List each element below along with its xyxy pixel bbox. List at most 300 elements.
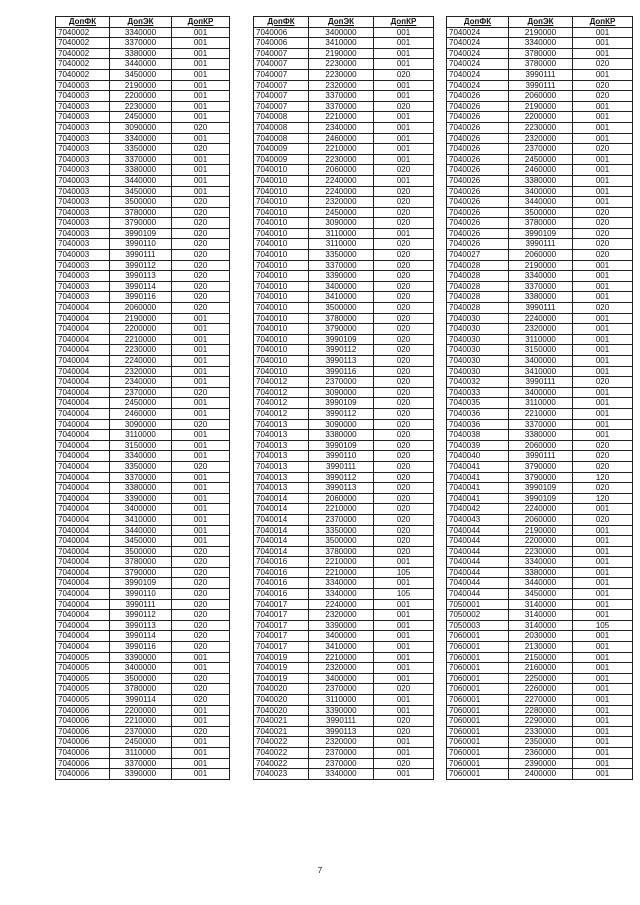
cell-fk: 7040003 <box>56 281 110 292</box>
cell-kr: 020 <box>172 589 230 600</box>
table-row <box>56 197 230 208</box>
cell-ek: 3380000 <box>509 567 573 578</box>
cell-ek: 3150000 <box>110 440 172 451</box>
cell-fk: 7040041 <box>447 483 509 494</box>
cell-kr: 001 <box>172 133 230 144</box>
cell-kr: 001 <box>374 695 434 706</box>
cell-ek: 2060000 <box>509 91 573 102</box>
cell-fk: 7040026 <box>447 197 509 208</box>
cell-ek: 2060000 <box>110 303 172 314</box>
cell-ek: 2060000 <box>509 514 573 525</box>
cell-kr: 001 <box>374 59 434 70</box>
table-row <box>56 387 230 398</box>
cell-fk: 7040010 <box>254 271 309 282</box>
cell-ek: 2460000 <box>110 408 172 419</box>
table-row <box>254 610 434 621</box>
cell-fk: 7040003 <box>56 207 110 218</box>
table-row <box>447 101 633 112</box>
table-row <box>56 652 230 663</box>
cell-ek: 2240000 <box>309 186 374 197</box>
cell-ek: 3090000 <box>309 218 374 229</box>
table-row <box>56 440 230 451</box>
cell-fk: 7040003 <box>56 165 110 176</box>
cell-ek: 3400000 <box>509 356 573 367</box>
cell-ek: 3350000 <box>110 144 172 155</box>
table-row <box>56 716 230 727</box>
cell-ek: 3370000 <box>309 91 374 102</box>
cell-ek: 2240000 <box>309 599 374 610</box>
cell-kr: 020 <box>374 419 434 430</box>
cell-kr: 020 <box>172 144 230 155</box>
table-row <box>254 356 434 367</box>
table-row <box>447 324 633 335</box>
codes-table <box>446 16 633 780</box>
table-row <box>56 483 230 494</box>
cell-ek: 3990109 <box>110 578 172 589</box>
table-row <box>447 642 633 653</box>
cell-ek: 3390000 <box>110 652 172 663</box>
cell-ek: 3780000 <box>110 684 172 695</box>
cell-fk: 7040004 <box>56 408 110 419</box>
cell-fk: 7040014 <box>254 536 309 547</box>
cell-ek: 3990110 <box>309 451 374 462</box>
cell-fk: 7040004 <box>56 313 110 324</box>
cell-fk: 7040009 <box>254 144 309 155</box>
table-row <box>56 769 230 780</box>
cell-fk: 7040003 <box>56 101 110 112</box>
table-column-2 <box>253 16 434 780</box>
table-row <box>447 345 633 356</box>
cell-kr: 001 <box>172 493 230 504</box>
cell-fk: 7040014 <box>254 546 309 557</box>
cell-fk: 7040014 <box>254 525 309 536</box>
cell-kr: 020 <box>374 377 434 388</box>
cell-ek: 2200000 <box>509 536 573 547</box>
cell-kr: 001 <box>573 408 633 419</box>
cell-fk: 7040002 <box>56 38 110 49</box>
cell-kr: 001 <box>573 48 633 59</box>
table-row <box>56 525 230 536</box>
table-row <box>447 705 633 716</box>
cell-fk: 7040003 <box>56 133 110 144</box>
cell-ek: 2320000 <box>509 133 573 144</box>
cell-kr: 001 <box>172 408 230 419</box>
cell-fk: 7040006 <box>56 758 110 769</box>
table-row <box>254 80 434 91</box>
cell-ek: 2190000 <box>110 80 172 91</box>
cell-fk: 7040004 <box>56 525 110 536</box>
cell-fk: 7040004 <box>56 557 110 568</box>
cell-kr: 001 <box>374 673 434 684</box>
cell-fk: 7040021 <box>254 726 309 737</box>
table-row <box>254 377 434 388</box>
cell-fk: 7040007 <box>254 80 309 91</box>
cell-fk: 7040003 <box>56 186 110 197</box>
cell-ek: 3990114 <box>110 631 172 642</box>
cell-fk: 7040010 <box>254 334 309 345</box>
table-row <box>447 726 633 737</box>
cell-kr: 001 <box>374 122 434 133</box>
table-row <box>447 769 633 780</box>
cell-fk: 7040013 <box>254 483 309 494</box>
cell-ek: 3340000 <box>509 38 573 49</box>
table-row <box>56 250 230 261</box>
cell-fk: 7060001 <box>447 716 509 727</box>
table-row <box>254 663 434 674</box>
cell-fk: 7040003 <box>56 239 110 250</box>
cell-kr: 001 <box>573 663 633 674</box>
cell-kr: 001 <box>573 430 633 441</box>
table-row <box>254 737 434 748</box>
cell-ek: 3110000 <box>509 334 573 345</box>
cell-ek: 3340000 <box>509 271 573 282</box>
cell-ek: 3990112 <box>309 345 374 356</box>
cell-ek: 3990114 <box>110 281 172 292</box>
cell-ek: 3140000 <box>509 620 573 631</box>
table-row <box>447 377 633 388</box>
table-row <box>56 27 230 38</box>
header-fk: ДопФК <box>56 17 110 28</box>
cell-kr: 020 <box>374 186 434 197</box>
cell-kr: 001 <box>172 536 230 547</box>
cell-kr: 020 <box>374 387 434 398</box>
cell-kr: 001 <box>172 747 230 758</box>
cell-ek: 3340000 <box>309 578 374 589</box>
table-row <box>56 69 230 80</box>
cell-kr: 020 <box>374 218 434 229</box>
table-row <box>56 48 230 59</box>
table-row <box>56 599 230 610</box>
cell-kr: 001 <box>374 27 434 38</box>
cell-kr: 001 <box>573 175 633 186</box>
cell-kr: 001 <box>172 366 230 377</box>
cell-ek: 3380000 <box>110 483 172 494</box>
cell-kr: 001 <box>172 48 230 59</box>
table-row <box>447 112 633 123</box>
cell-fk: 7040014 <box>254 493 309 504</box>
cell-fk: 7040026 <box>447 133 509 144</box>
cell-fk: 7040036 <box>447 419 509 430</box>
cell-kr: 001 <box>573 165 633 176</box>
table-row <box>447 716 633 727</box>
cell-kr: 001 <box>172 324 230 335</box>
cell-fk: 7040005 <box>56 652 110 663</box>
cell-ek: 2200000 <box>110 324 172 335</box>
cell-fk: 7040004 <box>56 642 110 653</box>
table-row <box>56 175 230 186</box>
cell-ek: 3410000 <box>110 514 172 525</box>
cell-ek: 2190000 <box>509 525 573 536</box>
cell-kr: 001 <box>573 758 633 769</box>
cell-ek: 2450000 <box>309 207 374 218</box>
cell-fk: 7040005 <box>56 695 110 706</box>
cell-fk: 7040010 <box>254 218 309 229</box>
cell-ek: 3990111 <box>110 250 172 261</box>
cell-ek: 3380000 <box>509 430 573 441</box>
cell-ek: 3370000 <box>309 260 374 271</box>
table-row <box>254 27 434 38</box>
table-column-1 <box>55 16 230 780</box>
cell-fk: 7040006 <box>56 705 110 716</box>
table-row <box>254 154 434 165</box>
cell-ek: 3790000 <box>309 324 374 335</box>
cell-ek: 2340000 <box>110 377 172 388</box>
cell-kr: 020 <box>374 101 434 112</box>
cell-kr: 001 <box>374 599 434 610</box>
cell-fk: 7040022 <box>254 737 309 748</box>
cell-fk: 7040030 <box>447 356 509 367</box>
cell-fk: 7040006 <box>254 27 309 38</box>
cell-ek: 3990111 <box>110 599 172 610</box>
table-row <box>56 324 230 335</box>
table-row <box>254 483 434 494</box>
cell-fk: 7060001 <box>447 726 509 737</box>
table-row <box>56 461 230 472</box>
cell-ek: 3990111 <box>509 451 573 462</box>
cell-fk: 7040013 <box>254 430 309 441</box>
cell-fk: 7040042 <box>447 504 509 515</box>
cell-fk: 7040013 <box>254 440 309 451</box>
cell-fk: 7050002 <box>447 610 509 621</box>
table-row <box>254 578 434 589</box>
cell-kr: 001 <box>573 27 633 38</box>
table-row <box>447 663 633 674</box>
cell-kr: 001 <box>573 387 633 398</box>
cell-fk: 7060001 <box>447 673 509 684</box>
cell-ek: 2130000 <box>509 642 573 653</box>
cell-fk: 7040002 <box>56 59 110 70</box>
table-row <box>56 207 230 218</box>
cell-fk: 7040006 <box>254 38 309 49</box>
cell-kr: 020 <box>172 207 230 218</box>
table-row <box>56 59 230 70</box>
cell-kr: 020 <box>573 80 633 91</box>
table-row <box>254 69 434 80</box>
table-row <box>56 705 230 716</box>
cell-ek: 3370000 <box>509 419 573 430</box>
cell-kr: 020 <box>374 758 434 769</box>
cell-ek: 2320000 <box>309 610 374 621</box>
table-row <box>447 451 633 462</box>
cell-fk: 7040028 <box>447 281 509 292</box>
cell-kr: 001 <box>573 419 633 430</box>
table-row <box>447 80 633 91</box>
cell-ek: 3990113 <box>309 726 374 737</box>
table-row <box>254 408 434 419</box>
cell-ek: 2460000 <box>309 133 374 144</box>
table-row <box>56 345 230 356</box>
cell-fk: 7040010 <box>254 207 309 218</box>
table-column-3 <box>446 16 633 780</box>
cell-fk: 7040012 <box>254 377 309 388</box>
cell-ek: 2320000 <box>309 737 374 748</box>
cell-kr: 020 <box>573 239 633 250</box>
table-row <box>254 186 434 197</box>
header-kr: ДопКР <box>573 17 633 28</box>
cell-kr: 001 <box>172 504 230 515</box>
cell-ek: 3400000 <box>309 281 374 292</box>
table-row <box>447 578 633 589</box>
cell-fk: 7040010 <box>254 175 309 186</box>
table-row <box>254 334 434 345</box>
cell-ek: 3340000 <box>110 133 172 144</box>
table-row <box>254 747 434 758</box>
cell-fk: 7040044 <box>447 567 509 578</box>
cell-fk: 7060001 <box>447 631 509 642</box>
table-row <box>254 207 434 218</box>
cell-fk: 7040026 <box>447 154 509 165</box>
cell-fk: 7040026 <box>447 144 509 155</box>
table-row <box>254 525 434 536</box>
table-row <box>254 239 434 250</box>
cell-fk: 7040016 <box>254 567 309 578</box>
cell-fk: 7040002 <box>56 69 110 80</box>
table-row <box>254 91 434 102</box>
cell-fk: 7040004 <box>56 334 110 345</box>
cell-ek: 2210000 <box>309 567 374 578</box>
cell-kr: 020 <box>573 59 633 70</box>
cell-ek: 3400000 <box>509 387 573 398</box>
header-fk: ДопФК <box>254 17 309 28</box>
cell-fk: 7040010 <box>254 303 309 314</box>
cell-fk: 7040041 <box>447 493 509 504</box>
cell-fk: 7040003 <box>56 228 110 239</box>
cell-kr: 020 <box>172 684 230 695</box>
cell-ek: 3990111 <box>309 716 374 727</box>
cell-kr: 001 <box>573 525 633 536</box>
cell-kr: 001 <box>172 38 230 49</box>
cell-ek: 3990111 <box>509 239 573 250</box>
table-row <box>56 101 230 112</box>
cell-fk: 7040004 <box>56 366 110 377</box>
table-row <box>447 59 633 70</box>
cell-ek: 2370000 <box>309 747 374 758</box>
table-row <box>56 154 230 165</box>
table-row <box>254 504 434 515</box>
cell-ek: 2450000 <box>110 398 172 409</box>
cell-fk: 7040010 <box>254 366 309 377</box>
table-row <box>254 144 434 155</box>
cell-kr: 001 <box>573 271 633 282</box>
table-row <box>447 461 633 472</box>
table-row <box>56 610 230 621</box>
cell-fk: 7040026 <box>447 91 509 102</box>
cell-kr: 001 <box>172 705 230 716</box>
cell-kr: 001 <box>573 366 633 377</box>
cell-kr: 020 <box>573 228 633 239</box>
table-row <box>447 313 633 324</box>
cell-kr: 001 <box>172 80 230 91</box>
cell-ek: 2370000 <box>309 758 374 769</box>
cell-kr: 020 <box>374 483 434 494</box>
cell-fk: 7040004 <box>56 536 110 547</box>
table-row <box>447 38 633 49</box>
cell-fk: 7040003 <box>56 91 110 102</box>
cell-ek: 3780000 <box>309 313 374 324</box>
cell-ek: 2230000 <box>509 122 573 133</box>
cell-kr: 001 <box>573 737 633 748</box>
cell-ek: 2210000 <box>309 557 374 568</box>
table-row <box>254 218 434 229</box>
cell-ek: 2240000 <box>509 313 573 324</box>
cell-fk: 7040041 <box>447 472 509 483</box>
cell-fk: 7060001 <box>447 642 509 653</box>
cell-kr: 001 <box>172 451 230 462</box>
cell-fk: 7040012 <box>254 387 309 398</box>
table-row <box>447 440 633 451</box>
cell-ek: 2230000 <box>110 101 172 112</box>
cell-fk: 7040017 <box>254 620 309 631</box>
cell-fk: 7040010 <box>254 324 309 335</box>
cell-kr: 001 <box>573 112 633 123</box>
table-row <box>447 165 633 176</box>
cell-ek: 2460000 <box>509 165 573 176</box>
cell-kr: 001 <box>374 663 434 674</box>
cell-ek: 2400000 <box>509 769 573 780</box>
table-row <box>254 133 434 144</box>
cell-kr: 020 <box>573 451 633 462</box>
cell-kr: 020 <box>172 642 230 653</box>
cell-fk: 7040010 <box>254 292 309 303</box>
table-row <box>56 726 230 737</box>
table-row <box>447 334 633 345</box>
cell-fk: 7040003 <box>56 144 110 155</box>
table-row <box>447 387 633 398</box>
cell-kr: 020 <box>374 430 434 441</box>
table-row <box>254 430 434 441</box>
cell-fk: 7040004 <box>56 440 110 451</box>
table-row <box>447 536 633 547</box>
cell-kr: 001 <box>573 324 633 335</box>
table-row <box>447 557 633 568</box>
table-row <box>56 567 230 578</box>
table-row <box>254 684 434 695</box>
cell-fk: 7040024 <box>447 48 509 59</box>
cell-kr: 020 <box>374 546 434 557</box>
table-row <box>254 228 434 239</box>
cell-kr: 020 <box>172 599 230 610</box>
cell-ek: 3500000 <box>110 673 172 684</box>
cell-kr: 001 <box>172 514 230 525</box>
table-row <box>56 578 230 589</box>
cell-kr: 001 <box>573 69 633 80</box>
cell-kr: 001 <box>374 38 434 49</box>
table-row <box>56 398 230 409</box>
cell-kr: 001 <box>573 557 633 568</box>
cell-fk: 7040004 <box>56 345 110 356</box>
table-row <box>254 303 434 314</box>
table-row <box>447 197 633 208</box>
cell-kr: 020 <box>374 356 434 367</box>
cell-kr: 020 <box>172 726 230 737</box>
cell-ek: 3400000 <box>309 673 374 684</box>
cell-kr: 020 <box>374 207 434 218</box>
cell-fk: 7040020 <box>254 695 309 706</box>
cell-fk: 7040016 <box>254 557 309 568</box>
table-row <box>56 536 230 547</box>
cell-ek: 3780000 <box>509 59 573 70</box>
cell-ek: 3380000 <box>110 165 172 176</box>
cell-kr: 020 <box>172 122 230 133</box>
cell-fk: 7040010 <box>254 228 309 239</box>
cell-ek: 3370000 <box>509 281 573 292</box>
cell-kr: 020 <box>573 483 633 494</box>
cell-ek: 3440000 <box>110 59 172 70</box>
cell-kr: 020 <box>172 567 230 578</box>
cell-ek: 3990109 <box>309 334 374 345</box>
table-row <box>447 260 633 271</box>
table-row <box>254 324 434 335</box>
